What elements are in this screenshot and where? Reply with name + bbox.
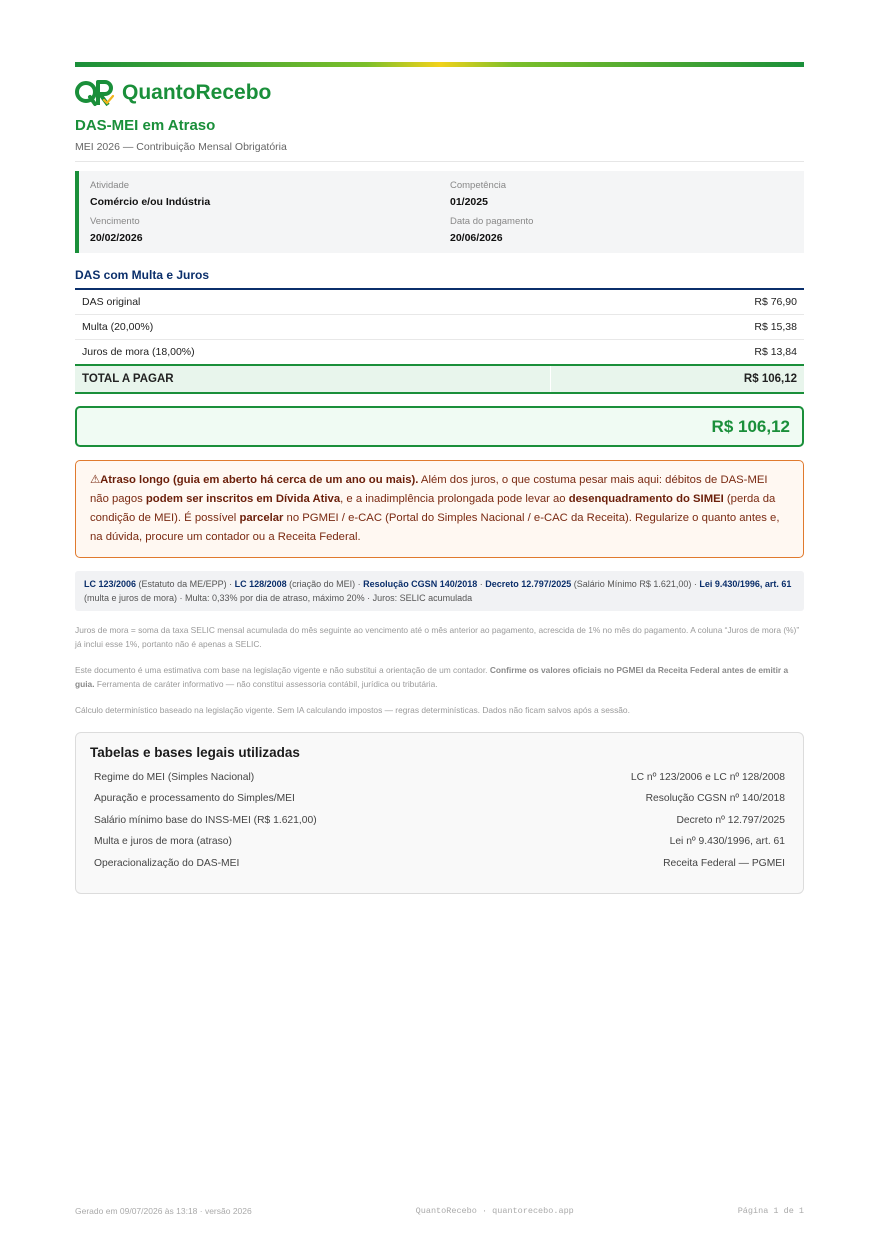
info-label: Vencimento <box>90 216 140 227</box>
document-page <box>75 62 804 894</box>
row-value: R$ 13,84 <box>550 340 804 366</box>
big-total-box <box>75 406 804 447</box>
legal-ref: LC 128/2008 <box>234 579 287 589</box>
table-row <box>75 315 804 340</box>
footer-generated: Gerado em 09/07/2026 às 13:18 · versão 2026 <box>75 1206 252 1216</box>
alert-text: no PGMEI / e-CAC (Portal do Simples Nacional / e-CAC da Receita). Regularize o quanto antes e, na dúvida, procure um contador ou a Receita Federal. <box>90 512 780 543</box>
ref-value: Lei nº 9.430/1996, art. 61 <box>669 836 785 847</box>
legal-text: (criação do MEI) · <box>286 579 364 589</box>
calc-table <box>75 290 804 394</box>
alert-emphasis: desenquadramento do SIMEI <box>568 493 724 505</box>
ref-label: Regime do MEI (Simples Nacional) <box>94 771 255 783</box>
alert-emphasis: podem ser inscritos em Dívida Ativa <box>145 493 341 505</box>
ref-value: Decreto nº 12.797/2025 <box>676 814 785 826</box>
info-label: Data do pagamento <box>450 216 534 227</box>
brand-name: QuantoRecebo <box>122 81 272 104</box>
row-value: R$ 76,90 <box>550 290 804 315</box>
legal-ref: Decreto 12.797/2025 <box>485 579 572 589</box>
info-label: Atividade <box>90 180 130 191</box>
row-value: R$ 15,38 <box>550 315 804 340</box>
note-deterministic: Cálculo determinístico baseado na legislação vigente. Sem IA calculando impostos — regras determinísticas. Dados não ficam salvos após a sessão. <box>75 705 630 715</box>
legal-references-box <box>75 732 804 895</box>
ref-value: Resolução CGSN nº 140/2018 <box>645 793 785 804</box>
page-title: DAS-MEI em Atraso <box>75 117 216 134</box>
alert-text: Além dos juros, o que costuma pesar mais aqui: débitos de DAS-MEI não pagos <box>90 474 768 505</box>
ref-label: Salário mínimo base do INSS-MEI (R$ 1.621,00) <box>94 814 317 826</box>
info-value: Comércio e/ou Indústria <box>90 196 211 208</box>
page-footer <box>75 1206 804 1216</box>
info-competencia <box>450 180 792 208</box>
legal-text: · <box>477 579 486 589</box>
alert-emphasis: parcelar <box>239 512 284 524</box>
legal-text: (Estatuto da ME/EPP) · <box>136 579 235 589</box>
list-item <box>90 832 789 854</box>
list-item <box>90 789 789 811</box>
legal-text: (multa e juros de mora) · Multa: 0,33% por dia de atraso, máximo 20% · Juros: SELIC acumulada <box>84 593 473 603</box>
note-text: Este documento é uma estimativa com base na legislação vigente e não substitui a orientação de um contador. <box>75 665 490 675</box>
big-total-value: R$ 106,12 <box>711 416 790 436</box>
quantorecebo-logo-icon <box>75 78 115 108</box>
legal-text: (Salário Mínimo R$ 1.621,00) · <box>571 579 700 589</box>
info-vencimento <box>90 216 450 244</box>
info-atividade <box>90 180 450 208</box>
ref-label: Apuração e processamento do Simples/MEI <box>94 793 295 804</box>
ref-label: Operacionalização do DAS-MEI <box>94 857 240 869</box>
list-item <box>90 811 789 833</box>
ref-label: Multa e juros de mora (atraso) <box>94 836 232 847</box>
info-pagamento <box>450 216 792 244</box>
calc-section-title: DAS com Multa e Juros <box>75 268 804 290</box>
total-value: R$ 106,12 <box>550 365 804 393</box>
legal-basis-strip <box>75 571 804 611</box>
info-label: Competência <box>450 180 506 191</box>
ref-value: Receita Federal — PGMEI <box>663 857 785 869</box>
legal-ref: Resolução CGSN 140/2018 <box>363 579 478 589</box>
alert-text: (perda da condição de MEI). É possível <box>90 493 776 524</box>
total-row <box>75 365 804 393</box>
alert-heading: Atraso longo (guia em aberto há cerca de um ano ou mais). <box>100 474 419 486</box>
list-item <box>90 854 789 876</box>
row-label: Multa (20,00%) <box>75 315 550 340</box>
note-emphasis: Confirme os valores oficiais no PGMEI da Receita Federal antes de emitir a guia. <box>75 665 789 689</box>
alert-text: , e a inadimplência prolongada pode levar ao <box>340 493 569 505</box>
brand-header <box>75 77 804 109</box>
legal-ref: Lei 9.430/1996, art. 61 <box>699 579 792 589</box>
list-item <box>90 768 789 790</box>
info-value: 20/02/2026 <box>90 232 143 244</box>
row-label: DAS original <box>75 290 550 315</box>
table-row <box>75 290 804 315</box>
late-payment-alert <box>75 460 804 558</box>
footer-site: QuantoRecebo · quantorecebo.app <box>415 1206 574 1216</box>
refs-title: Tabelas e bases legais utilizadas <box>90 744 300 760</box>
row-label: Juros de mora (18,00%) <box>75 340 550 366</box>
footer-page-number: Página 1 de 1 <box>737 1206 804 1216</box>
info-value: 01/2025 <box>450 196 488 208</box>
table-row <box>75 340 804 366</box>
note-juros: Juros de mora = soma da taxa SELIC mensal acumulada do mês seguinte ao vencimento até o mês anterior ao pagamento, acrescida de 1% no mês do pagamento. A coluna “Juros de mora (%)” já inclui esse 1%, portanto não é apenas a SELIC. <box>75 625 800 649</box>
gradient-top-bar <box>75 62 804 67</box>
warning-icon: ⚠ <box>90 474 101 486</box>
info-value: 20/06/2026 <box>450 232 503 244</box>
page-subtitle: MEI 2026 — Contribuição Mensal Obrigatória <box>75 141 804 162</box>
note-text: Ferramenta de caráter informativo — não constitui assessoria contábil, jurídica ou tributária. <box>94 678 438 689</box>
legal-ref: LC 123/2006 <box>84 579 137 589</box>
total-label: TOTAL A PAGAR <box>75 365 550 393</box>
note-disclaimer <box>75 664 804 691</box>
ref-value: LC nº 123/2006 e LC nº 128/2008 <box>630 771 785 783</box>
info-panel <box>75 171 804 253</box>
